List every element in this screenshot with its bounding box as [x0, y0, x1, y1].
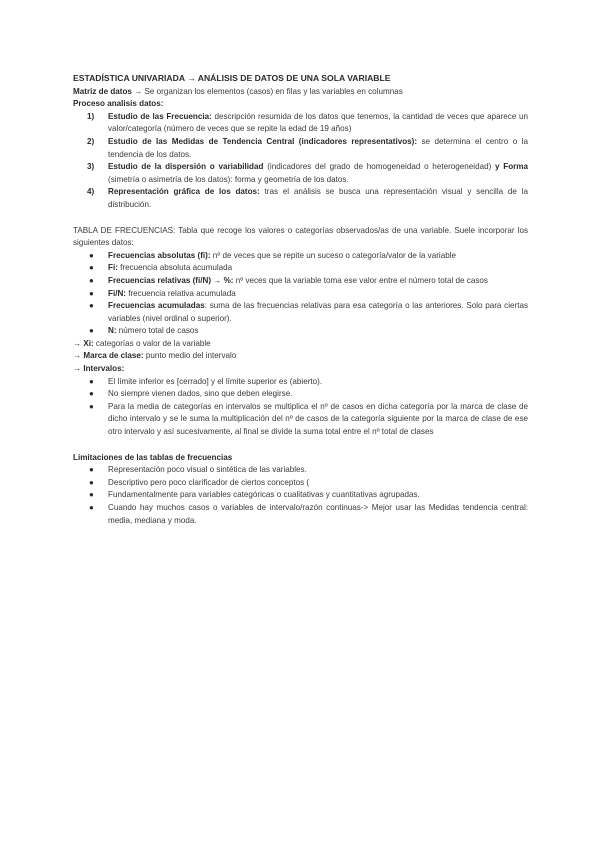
bullet-icon: ● — [89, 465, 94, 475]
list-item — [73, 489, 528, 502]
tabla-intro: TABLA DE FRECUENCIAS: Tabla que recoge los valores o categorías observados/as de una variable. Suele incorporar los siguientes datos: — [73, 225, 528, 248]
item-number: 4) — [87, 187, 95, 197]
item-text: Cuando hay muchos casos o variables de intervalo/razón continuas-> Mejor usar las Medidas tendencia central: media, mediana y moda. — [108, 503, 528, 525]
item-label: Estudio de las Medidas de Tendencia Central (indicadores representativos): — [108, 136, 418, 146]
matriz-label: Matriz de datos — [73, 86, 132, 96]
list-item — [73, 250, 528, 263]
tabla-list — [73, 250, 528, 338]
matriz-text: → Se organizan los elementos (casos) en filas y las variables en columnas — [131, 86, 403, 96]
bullet-icon: ● — [89, 503, 94, 512]
proceso-list — [73, 111, 528, 212]
arrow-line-xi — [73, 338, 528, 351]
list-item — [73, 262, 528, 275]
item-label: Fi/N: — [108, 288, 126, 298]
item-label: Fi: — [108, 263, 118, 273]
list-item — [73, 401, 528, 439]
page-title: ESTADÍSTICA UNIVARIADA → ANÁLISIS DE DATOS DE UNA SOLA VARIABLE — [73, 73, 391, 83]
item-label: Intervalos: — [83, 364, 125, 374]
item-text: nº veces que la variable toma ese valor entre el número total de casos — [233, 275, 488, 285]
bullet-icon: ● — [89, 288, 94, 298]
item-text: Descriptivo pero poco clarificador de ciertos conceptos ( — [108, 477, 310, 487]
arrow-line-marca — [73, 350, 528, 363]
list-item — [73, 464, 528, 477]
item-text: frecuencia relativa acumulada — [125, 288, 236, 298]
item-text: Para la media de categorías en intervalos se multiplica el nº de casos en dicha categoría por la marca de clase de dicho intervalo y se le suma la multiplicación del nº de casos de la categoría siguiente por la marca de clase de ese otro intervalo y así sucesivamente, al final se divide la suma total entre el nº total de clases — [108, 401, 528, 437]
arrow-icon: → — [73, 364, 84, 374]
list-item — [73, 186, 528, 211]
item-text: punto medio del intervalo — [143, 351, 237, 361]
proceso-heading: Proceso analisis datos: — [73, 99, 164, 109]
item-label-2: y Forma — [495, 162, 528, 172]
limitaciones-list — [73, 464, 528, 527]
item-label: Frecuencias relativas (fi/N) → %: — [108, 275, 234, 285]
bullet-icon: ● — [89, 401, 94, 411]
item-label: Representación gráfica de los datos: — [108, 187, 260, 197]
bullet-icon: ● — [89, 326, 94, 336]
arrow-icon: → — [73, 338, 84, 348]
item-label: Xi: — [83, 338, 94, 348]
bullet-icon: ● — [89, 250, 94, 260]
item-number: 2) — [87, 136, 95, 146]
bullet-icon: ● — [89, 275, 94, 285]
bullet-icon: ● — [89, 477, 94, 487]
item-text: nº de veces que se repite un suceso o categoría/valor de la variable — [210, 250, 457, 260]
document-page — [73, 72, 528, 527]
list-item — [73, 388, 528, 401]
item-text: : suma de las frecuencias relativas para esa categoría o las anteriores. Solo para ciertas variables (nivel ordinal o superior). — [108, 301, 528, 323]
list-item — [73, 288, 528, 301]
item-label: Frecuencias acumuladas — [108, 301, 205, 311]
item-text: El límite inferior es [cerrado] y el límite superior es (abierto). — [108, 376, 323, 386]
list-item — [73, 136, 528, 161]
item-label: Estudio de las Frecuencia: — [108, 111, 212, 121]
bullet-icon: ● — [89, 490, 94, 500]
item-text: tras el análisis se busca una representación visual y sencilla de la distribución. — [108, 187, 528, 209]
item-text: No siempre vienen dados, sino que deben elegirse. — [108, 389, 293, 399]
item-text: número total de casos — [116, 326, 199, 336]
intervalos-list — [73, 376, 528, 439]
limitaciones-heading: Limitaciones de las tablas de frecuencias — [73, 452, 233, 462]
item-text: se determina el centro o la tendencia de los datos. — [108, 136, 528, 159]
matriz-line — [73, 86, 528, 99]
item-number: 1) — [87, 111, 95, 121]
arrow-line-intervalos — [73, 363, 528, 376]
bullet-icon: ● — [89, 389, 94, 399]
list-item — [73, 376, 528, 389]
item-text-2: (simetría o asimetría de los datos): forma y geometría de los datos. — [108, 174, 349, 184]
list-item — [73, 275, 528, 288]
arrow-icon: → — [73, 351, 84, 361]
bullet-icon: ● — [89, 376, 94, 386]
bullet-icon: ● — [89, 301, 94, 311]
item-text: Representación poco visual o sintética de las variables. — [108, 465, 307, 475]
list-item — [73, 477, 528, 490]
item-text: Fundamentalmente para variables categóricas o cualitativas y cuantitativas agrupadas. — [108, 490, 420, 500]
item-number: 3) — [87, 162, 95, 172]
bullet-icon: ● — [89, 263, 94, 273]
item-label: N: — [108, 326, 117, 336]
item-label: Marca de clase: — [83, 351, 144, 361]
item-text: categorías o valor de la variable — [93, 338, 211, 348]
item-text: frecuencia absoluta acumulada — [117, 263, 233, 273]
list-item — [73, 300, 528, 325]
list-item — [73, 502, 528, 527]
list-item — [73, 325, 528, 338]
item-label: Estudio de la dispersión o variabilidad — [108, 162, 264, 172]
item-text: (indicadores del grado de homogeneidad o heterogeneidad) — [263, 162, 496, 172]
list-item — [73, 161, 528, 186]
item-label: Frecuencias absolutas (fi): — [108, 250, 211, 260]
list-item — [73, 111, 528, 136]
item-text: descripción resumida de los datos que tenemos, la cantidad de veces que aparece un valor/categoría (número de veces que se repite la edad de 19 años) — [108, 111, 528, 134]
